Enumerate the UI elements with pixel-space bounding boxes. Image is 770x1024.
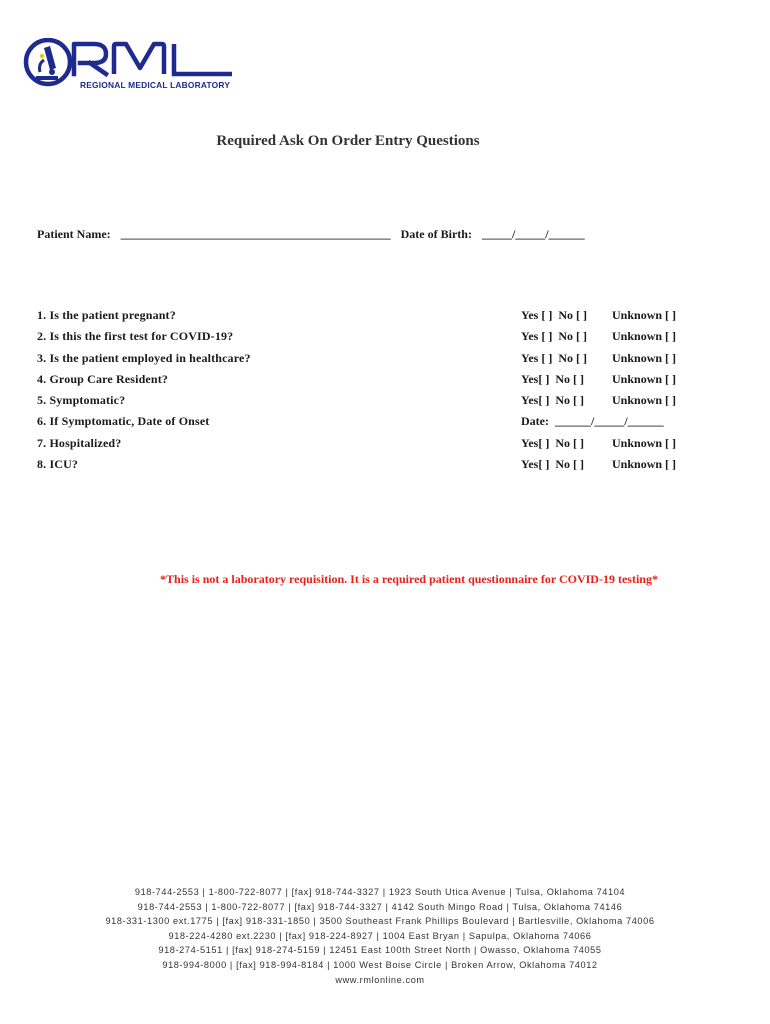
dob-field[interactable]: _____/_____/______ (481, 227, 585, 241)
footer-location-line: 918-331-1300 ext.1775 | [fax] 918-331-1850 | 3500 Southeast Frank Phillips Boulevard | Bartlesville, Oklahoma 74006 (105, 916, 655, 927)
unknown-option[interactable]: Unknown [ ] (612, 435, 677, 450)
question-text: 7. Hospitalized? (37, 435, 122, 450)
question-row (37, 308, 697, 329)
patient-info-line (37, 227, 585, 242)
page-title: Required Ask On Order Entry Questions (216, 133, 480, 149)
answer-options[interactable]: Yes[ ] No [ ] (521, 457, 584, 472)
dob-label: Date of Birth: (400, 227, 472, 241)
logo-subtitle: REGIONAL MEDICAL LABORATORY (80, 80, 231, 90)
footer-location-line: 918-224-4280 ext.2230 | [fax] 918-224-8927 | 1004 East Bryan | Sapulpa, Oklahoma 74066 (168, 930, 592, 941)
question-text: 4. Group Care Resident? (37, 371, 169, 386)
unknown-option[interactable]: Unknown [ ] (612, 371, 677, 386)
unknown-option[interactable]: Unknown [ ] (612, 329, 677, 344)
question-row (37, 329, 697, 350)
question-row (37, 351, 697, 372)
onset-date-field[interactable]: Date: ______/_____/______ (521, 414, 664, 429)
unknown-option[interactable]: Unknown [ ] (612, 457, 677, 472)
patient-name-label: Patient Name: (37, 227, 111, 241)
unknown-option[interactable]: Unknown [ ] (612, 350, 677, 365)
question-row (37, 393, 697, 414)
unknown-option[interactable]: Unknown [ ] (612, 308, 677, 322)
answer-options[interactable]: Yes[ ] No [ ] (521, 393, 584, 408)
question-row (37, 414, 697, 435)
answer-options[interactable]: Yes[ ] No [ ] (521, 371, 584, 386)
disclaimer-note: *This is not a laboratory requisition. It is a required patient questionnaire for COVID-19 testing* (160, 572, 658, 586)
question-row (37, 436, 697, 457)
answer-options[interactable]: Yes[ ] No [ ] (521, 435, 584, 450)
footer-location-line: 918-744-2553 | 1-800-722-8077 | [fax] 918-744-3327 | 1923 South Utica Avenue | Tulsa, Oklahoma 74104 (134, 887, 626, 897)
rml-logo (22, 38, 242, 94)
footer-location-line: 918-994-8000 | [fax] 918-994-8184 | 1000 West Boise Circle | Broken Arrow, Oklahoma 74012 (162, 959, 598, 970)
patient-name-field[interactable]: _____________________________________________ (120, 227, 391, 241)
question-row (37, 372, 697, 393)
question-text: 1. Is the patient pregnant? (37, 308, 176, 322)
question-text: 6. If Symptomatic, Date of Onset (37, 414, 210, 429)
answer-options[interactable]: Yes [ ] No [ ] (521, 329, 587, 344)
answer-options[interactable]: Yes [ ] No [ ] (521, 350, 587, 365)
question-text: 2. Is this the first test for COVID-19? (37, 329, 234, 344)
answer-options[interactable]: Yes [ ] No [ ] (521, 308, 587, 322)
unknown-option[interactable]: Unknown [ ] (612, 393, 677, 408)
question-list (37, 308, 697, 478)
question-row (37, 457, 697, 478)
footer-location-line: 918-744-2553 | 1-800-722-8077 | [fax] 918-744-3327 | 4142 South Mingo Road | Tulsa, Oklahoma 74146 (137, 901, 623, 912)
footer-location-line: 918-274-5151 | [fax] 918-274-5159 | 12451 East 100th Street North | Owasso, Oklahoma 74055 (158, 945, 602, 956)
question-text: 8. ICU? (37, 457, 79, 472)
footer-website[interactable]: www.rmlonline.com (335, 974, 425, 985)
question-text: 3. Is the patient employed in healthcare? (37, 350, 251, 365)
footer-contacts (0, 887, 760, 989)
question-text: 5. Symptomatic? (37, 393, 126, 408)
